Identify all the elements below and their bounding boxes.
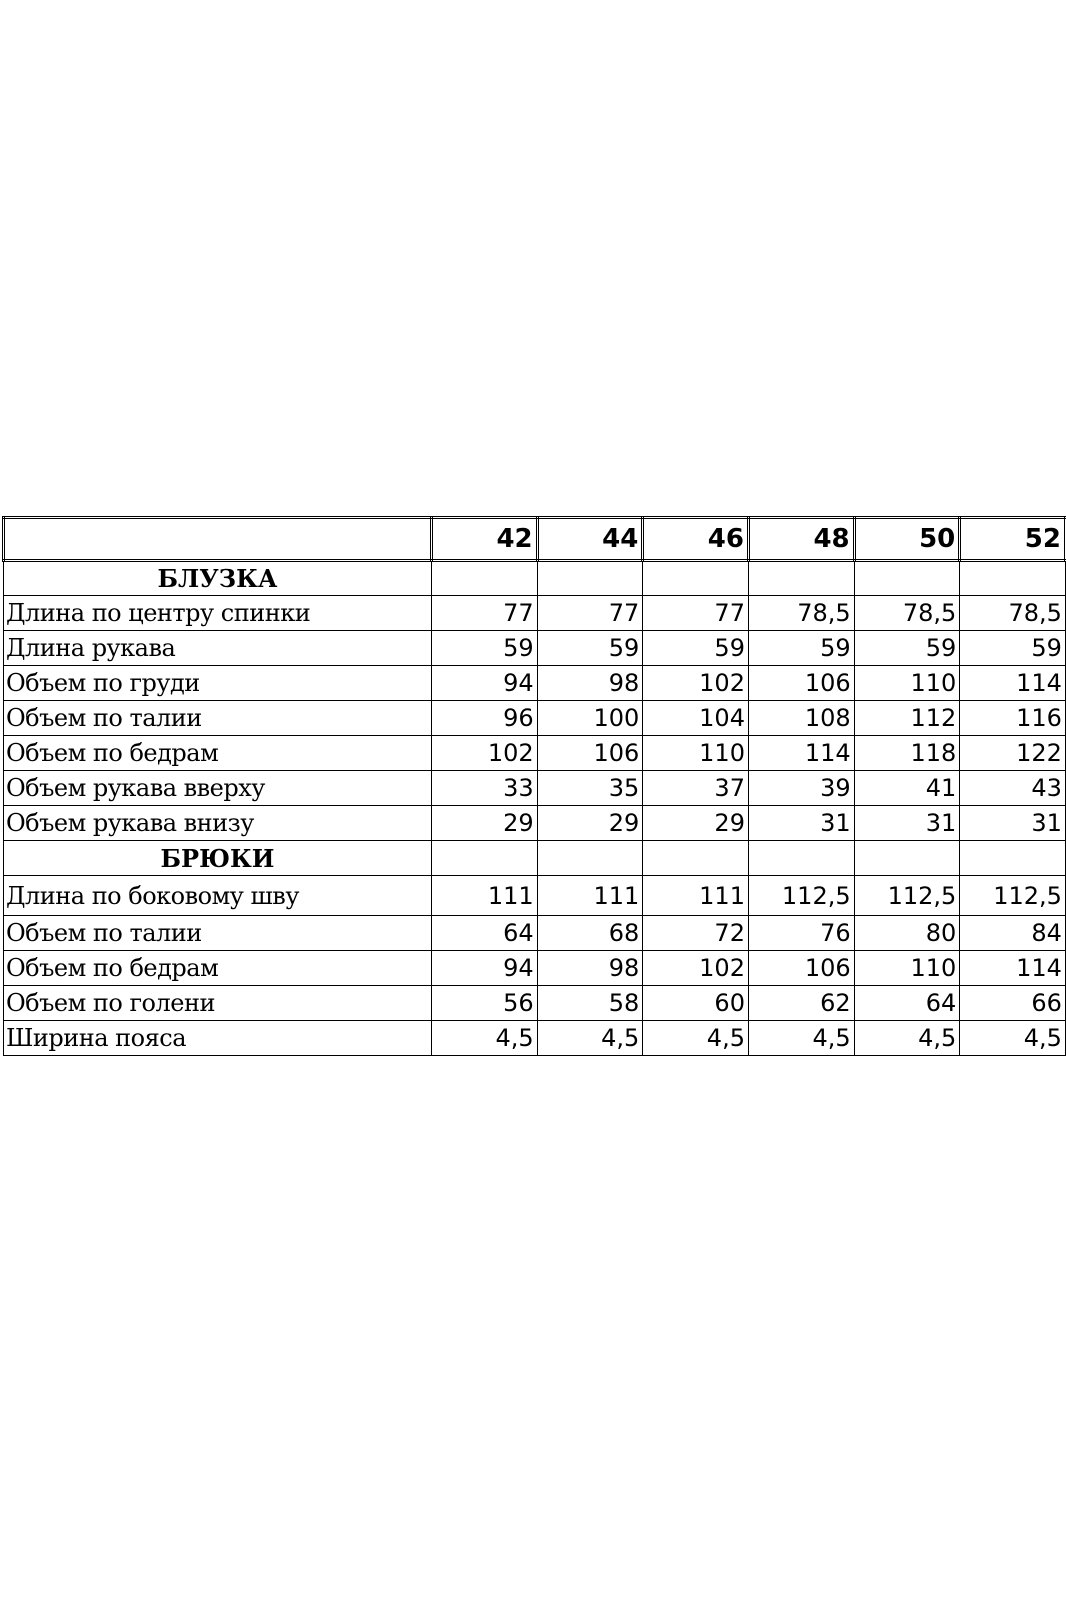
measurement-label: Объем по груди [4, 666, 432, 701]
measurement-value: 84 [960, 916, 1066, 951]
measurement-value: 68 [537, 916, 643, 951]
measurement-value: 4,5 [748, 1021, 854, 1056]
empty-cell [537, 561, 643, 596]
section-title: БРЮКИ [4, 841, 432, 876]
measurement-value: 59 [748, 631, 854, 666]
measurement-value: 35 [537, 771, 643, 806]
measurement-value: 77 [643, 596, 749, 631]
measurement-value: 58 [537, 986, 643, 1021]
measurement-value: 80 [854, 916, 960, 951]
measurement-value: 78,5 [960, 596, 1066, 631]
measurement-value: 33 [432, 771, 538, 806]
measurement-value: 111 [432, 876, 538, 916]
measurement-value: 59 [960, 631, 1066, 666]
measurement-label: Объем рукава внизу [4, 806, 432, 841]
section-row [4, 561, 1066, 596]
empty-cell [643, 561, 749, 596]
measurement-row [4, 666, 1066, 701]
empty-cell [748, 561, 854, 596]
measurement-value: 94 [432, 666, 538, 701]
measurement-row [4, 771, 1066, 806]
measurement-label: Объем рукава вверху [4, 771, 432, 806]
measurement-label: Ширина пояса [4, 1021, 432, 1056]
empty-cell [537, 841, 643, 876]
measurement-label: Объем по голени [4, 986, 432, 1021]
measurement-value: 78,5 [748, 596, 854, 631]
measurement-value: 4,5 [643, 1021, 749, 1056]
measurement-value: 114 [748, 736, 854, 771]
measurement-label: Длина рукава [4, 631, 432, 666]
measurement-value: 76 [748, 916, 854, 951]
measurement-value: 94 [432, 951, 538, 986]
measurement-value: 62 [748, 986, 854, 1021]
measurement-label: Длина по центру спинки [4, 596, 432, 631]
empty-cell [643, 841, 749, 876]
measurement-value: 110 [854, 666, 960, 701]
measurement-value: 98 [537, 951, 643, 986]
size-header: 42 [432, 518, 538, 561]
measurement-label: Объем по талии [4, 701, 432, 736]
measurement-value: 43 [960, 771, 1066, 806]
empty-cell [748, 841, 854, 876]
measurement-value: 39 [748, 771, 854, 806]
empty-cell [960, 841, 1066, 876]
measurement-label: Объем по бедрам [4, 736, 432, 771]
measurement-value: 112,5 [854, 876, 960, 916]
measurement-value: 112,5 [748, 876, 854, 916]
measurement-value: 4,5 [854, 1021, 960, 1056]
measurement-value: 59 [432, 631, 538, 666]
size-header: 44 [537, 518, 643, 561]
size-header: 50 [854, 518, 960, 561]
measurement-value: 4,5 [960, 1021, 1066, 1056]
measurement-row [4, 916, 1066, 951]
measurement-value: 98 [537, 666, 643, 701]
measurement-value: 118 [854, 736, 960, 771]
section-title: БЛУЗКА [4, 561, 432, 596]
measurement-row [4, 806, 1066, 841]
measurement-value: 78,5 [854, 596, 960, 631]
measurement-value: 64 [854, 986, 960, 1021]
measurement-value: 100 [537, 701, 643, 736]
measurement-value: 66 [960, 986, 1066, 1021]
measurement-value: 77 [432, 596, 538, 631]
measurement-value: 116 [960, 701, 1066, 736]
measurement-row [4, 986, 1066, 1021]
measurement-value: 77 [537, 596, 643, 631]
measurement-value: 96 [432, 701, 538, 736]
measurement-value: 59 [643, 631, 749, 666]
measurement-value: 112 [854, 701, 960, 736]
measurement-value: 114 [960, 951, 1066, 986]
measurement-label: Длина по боковому шву [4, 876, 432, 916]
header-corner-cell [4, 518, 432, 561]
section-row [4, 841, 1066, 876]
measurement-row [4, 951, 1066, 986]
size-header: 52 [960, 518, 1066, 561]
measurement-value: 31 [748, 806, 854, 841]
measurement-value: 106 [748, 951, 854, 986]
measurement-value: 31 [960, 806, 1066, 841]
measurement-value: 110 [854, 951, 960, 986]
measurement-value: 56 [432, 986, 538, 1021]
measurement-value: 114 [960, 666, 1066, 701]
measurement-value: 111 [537, 876, 643, 916]
measurement-value: 37 [643, 771, 749, 806]
measurement-value: 60 [643, 986, 749, 1021]
measurement-value: 106 [748, 666, 854, 701]
measurement-value: 108 [748, 701, 854, 736]
measurement-value: 4,5 [432, 1021, 538, 1056]
size-chart-table [2, 516, 1066, 1056]
measurement-value: 29 [432, 806, 538, 841]
measurement-row [4, 701, 1066, 736]
measurement-value: 112,5 [960, 876, 1066, 916]
size-header: 48 [748, 518, 854, 561]
measurement-value: 29 [537, 806, 643, 841]
measurement-value: 31 [854, 806, 960, 841]
measurement-value: 102 [432, 736, 538, 771]
measurement-label: Объем по талии [4, 916, 432, 951]
measurement-row [4, 631, 1066, 666]
measurement-value: 102 [643, 666, 749, 701]
measurement-value: 72 [643, 916, 749, 951]
measurement-value: 111 [643, 876, 749, 916]
measurement-value: 59 [854, 631, 960, 666]
measurement-value: 41 [854, 771, 960, 806]
measurement-value: 4,5 [537, 1021, 643, 1056]
measurement-value: 59 [537, 631, 643, 666]
measurement-row [4, 736, 1066, 771]
size-header: 46 [643, 518, 749, 561]
empty-cell [854, 561, 960, 596]
empty-cell [432, 841, 538, 876]
size-chart-body [4, 518, 1066, 1056]
measurement-row [4, 596, 1066, 631]
empty-cell [432, 561, 538, 596]
empty-cell [960, 561, 1066, 596]
measurement-value: 122 [960, 736, 1066, 771]
measurement-row [4, 1021, 1066, 1056]
measurement-value: 106 [537, 736, 643, 771]
empty-cell [854, 841, 960, 876]
measurement-value: 102 [643, 951, 749, 986]
measurement-value: 110 [643, 736, 749, 771]
measurement-value: 29 [643, 806, 749, 841]
measurement-value: 64 [432, 916, 538, 951]
measurement-label: Объем по бедрам [4, 951, 432, 986]
header-row [4, 518, 1066, 561]
measurement-value: 104 [643, 701, 749, 736]
measurement-row [4, 876, 1066, 916]
